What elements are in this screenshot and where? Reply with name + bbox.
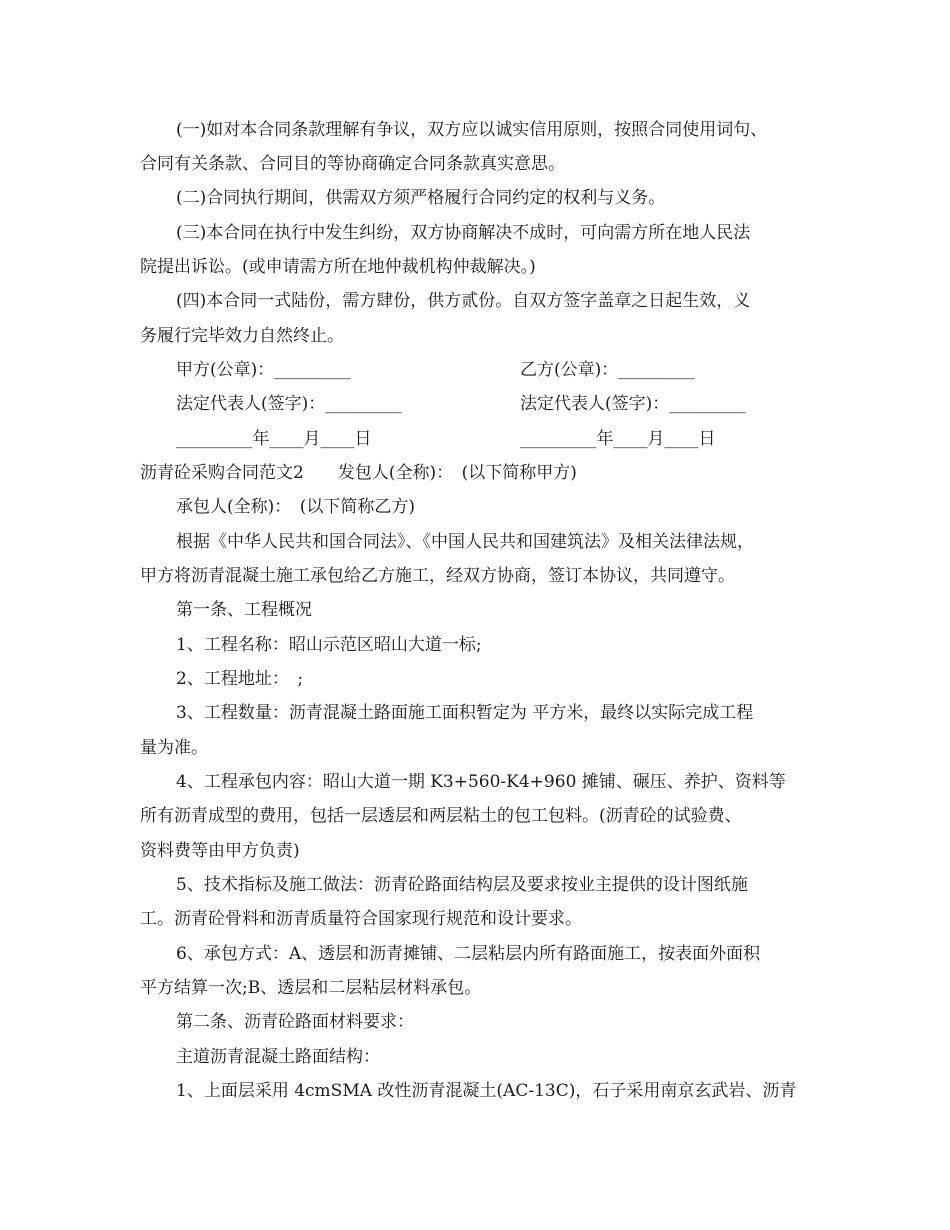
main-road-structure: 主道沥青混凝土路面结构： (176, 1047, 380, 1067)
item-1: 1、工程名称：昭山示范区昭山大道一标; (176, 635, 482, 655)
clause-3-line-1: (三)本合同在执行中发生纠纷，双方协商解决不成时，可向需方所在地人民法 (176, 223, 751, 243)
item-6-line-2: 平方结算一次;B、透层和二层粘层材料承包。 (140, 978, 482, 998)
clause-1-line-1: (一)如对本合同条款理解有争议，双方应以诚实信用原则，按照合同使用词句、 (176, 120, 768, 140)
item-4-line-2: 所有沥青成型的费用，包括一层透层和两层粘土的包工包料。(沥青砼的试验费、 (140, 806, 742, 826)
party-b-seal: 乙方(公章)：_________ (520, 360, 695, 380)
clause-3-line-2: 院提出诉讼。(或申请需方所在地仲裁机构仲裁解决。) (140, 257, 536, 277)
item-5-line-2: 工。沥青砼骨料和沥青质量符合国家现行规范和设计要求。 (140, 909, 582, 929)
clause-4-line-1: (四)本合同一式陆份，需方肆份，供方贰份。自双方签字盖章之日起生效，义 (176, 291, 751, 311)
layer-1-line: 1、上面层采用 4cmSMA 改性沥青混凝土(AC-13C)，石子采用南京玄武岩、沥青 (176, 1081, 797, 1101)
party-a-representative: 法定代表人(签字)：_________ (176, 394, 402, 414)
item-2: 2、工程地址： ; (176, 669, 304, 689)
clause-1-line-2: 合同有关条款、合同目的等协商确定合同条款真实意思。 (140, 154, 565, 174)
item-4-line-1: 4、工程承包内容：昭山大道一期 K3+560-K4+960 摊铺、碾压、养护、资料等 (176, 772, 786, 792)
basis-line-1: 根据《中华人民共和国合同法》、《中国人民共和国建筑法》及相关法律法规， (176, 532, 754, 552)
item-6-line-1: 6、承包方式：A、透层和沥青摊铺、二层粘层内所有路面施工，按表面外面积 (176, 944, 761, 964)
item-4-line-3: 资料费等由甲方负责) (140, 841, 300, 861)
clause-4-line-2: 务履行完毕效力自然终止。 (140, 326, 344, 346)
party-a-date: _________年____月____日 (176, 429, 372, 449)
article-1-title: 第一条、工程概况 (176, 600, 312, 620)
contractor-line: 承包人(全称)： (以下简称乙方) (176, 497, 416, 517)
item-3-line-1: 3、工程数量：沥青混凝土路面施工面积暂定为 平方米，最终以实际完成工程 (176, 703, 754, 723)
basis-line-2: 甲方将沥青混凝土施工承包给乙方施工，经双方协商，签订本协议，共同遵守。 (140, 566, 735, 586)
sample-2-heading: 沥青砼采购合同范文2 发包人(全称)： (以下简称甲方) (140, 463, 577, 483)
party-b-date: _________年____月____日 (520, 429, 716, 449)
party-a-seal: 甲方(公章)：_________ (176, 360, 351, 380)
clause-2-line-1: (二)合同执行期间，供需双方须严格履行合同约定的权利与义务。 (176, 188, 666, 208)
item-5-line-1: 5、技术指标及施工做法：沥青砼路面结构层及要求按业主提供的设计图纸施 (176, 875, 748, 895)
item-3-line-2: 量为准。 (140, 738, 208, 758)
article-2-title: 第二条、沥青砼路面材料要求： (176, 1012, 414, 1032)
party-b-representative: 法定代表人(签字)：_________ (520, 394, 746, 414)
